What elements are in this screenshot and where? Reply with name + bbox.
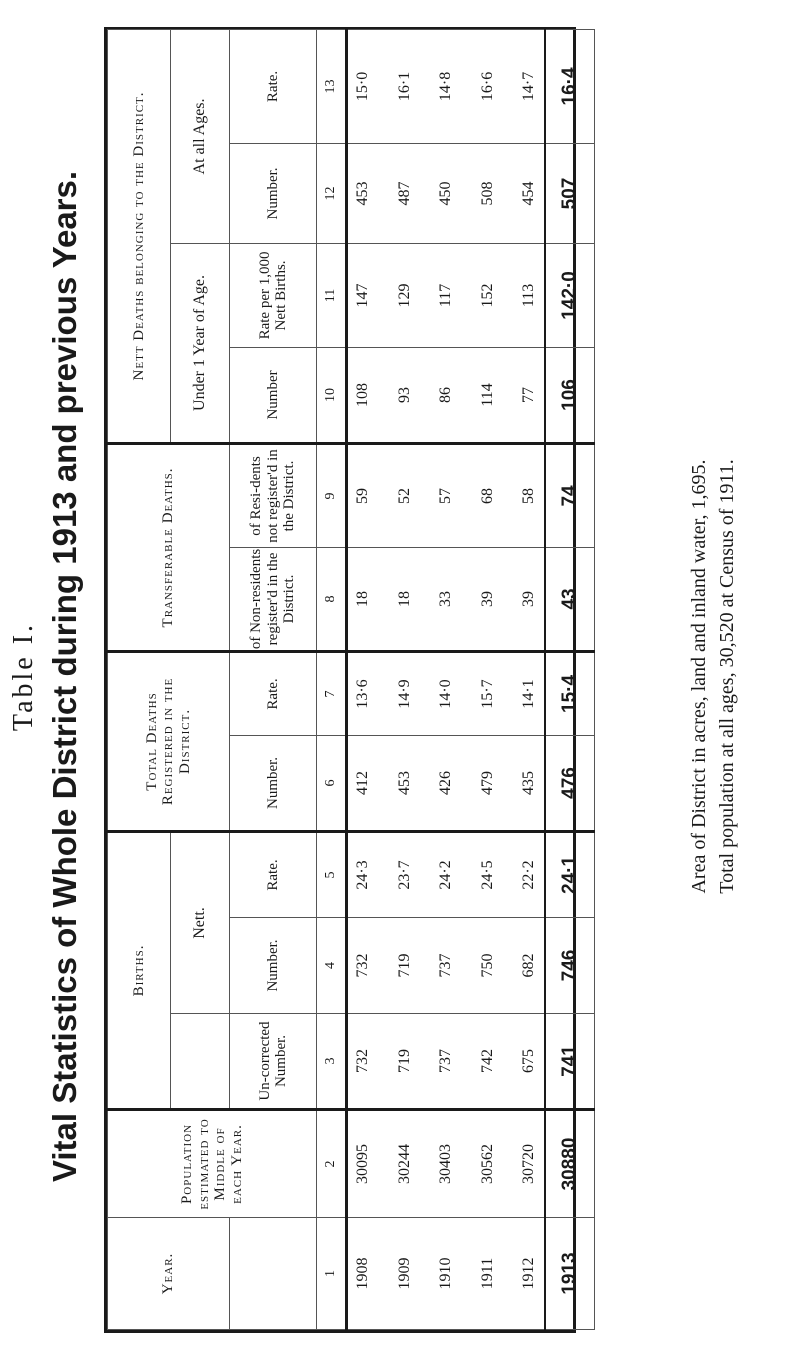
cell-value: 1911	[478, 1257, 496, 1290]
cell-value: 93	[395, 386, 413, 403]
cell-value: 30244	[395, 1144, 413, 1184]
cell-value: 675	[520, 1049, 538, 1073]
cell-value: 18	[395, 590, 413, 607]
cell-value: 23·7	[395, 860, 413, 890]
cell-value: 750	[478, 953, 496, 978]
header-death-rate: Rate.	[230, 651, 317, 735]
cell-value: 77	[520, 386, 538, 403]
cell-value: 453	[354, 181, 371, 206]
total-all-rate: 16·4	[545, 29, 595, 143]
column-number: 12	[317, 143, 347, 243]
cell-value: 1909	[395, 1257, 413, 1290]
cell-value: 412	[354, 770, 371, 795]
table-label: Table I.	[8, 621, 39, 732]
cell-value: 30720	[520, 1144, 538, 1184]
cell-value: 24·3	[354, 860, 371, 890]
header-year: Year.	[108, 1218, 230, 1330]
cell-value: 14·0	[437, 679, 455, 709]
total-non-residents: 43	[545, 547, 595, 651]
header-births: Births.	[108, 831, 171, 1109]
header-nett: Nett.	[171, 831, 230, 1013]
cell-value: 86	[437, 386, 455, 403]
column-number: 2	[317, 1110, 347, 1218]
cell-value: 30403	[437, 1144, 455, 1184]
cell-value: 732	[354, 1049, 371, 1073]
footnote-area: Area of District in acres, land and inland water, 1,695.	[688, 459, 710, 894]
column-number: 10	[317, 347, 347, 443]
cell-value: 14·8	[437, 71, 455, 102]
cell-value: 1908	[354, 1257, 371, 1290]
cell-value: 426	[437, 770, 455, 795]
population-column	[347, 1110, 546, 1218]
cell-value: 742	[478, 1049, 496, 1073]
total-all-number: 507	[545, 143, 595, 243]
cell-value: 113	[520, 283, 538, 308]
header-uncorrected: Un-corrected Number.	[230, 1014, 317, 1110]
total-residents: 74	[545, 443, 595, 547]
header-year-blank	[230, 1218, 317, 1330]
cell-value: 14·9	[395, 679, 413, 709]
cell-value: 57	[437, 487, 455, 504]
column-number: 3	[317, 1014, 347, 1110]
cell-value: 15·0	[354, 71, 371, 102]
cell-value: 22·2	[520, 860, 538, 890]
header-death-number: Number.	[230, 735, 317, 831]
header-blank	[171, 1014, 230, 1110]
total-year: 1913	[545, 1218, 595, 1330]
header-non-residents: of Non-residents register'd in the District.	[230, 547, 317, 651]
cell-value: 129	[395, 283, 413, 308]
all-rate-column	[347, 29, 546, 143]
cell-value: 68	[478, 487, 496, 504]
column-number: 1	[317, 1218, 347, 1330]
total-uncorrected: 741	[545, 1014, 595, 1110]
all-number-column	[347, 143, 546, 243]
cell-value: 30095	[354, 1144, 371, 1184]
page-title: Vital Statistics of Whole District during 1913 and previous Years.	[46, 170, 83, 1183]
cell-value: 114	[478, 383, 496, 407]
total-birth-number: 746	[545, 918, 595, 1014]
cell-value: 24·2	[437, 860, 455, 890]
total-death-rate: 15·4	[545, 651, 595, 735]
column-number: 11	[317, 243, 347, 347]
uncorrected-column	[347, 1014, 546, 1110]
cell-value: 15·7	[478, 679, 496, 709]
total-infant-rate: 142·0	[545, 243, 595, 347]
header-all-rate: Rate.	[230, 29, 317, 143]
cell-value: 682	[520, 953, 538, 978]
non-residents-column	[347, 547, 546, 651]
column-number: 4	[317, 918, 347, 1014]
cell-value: 152	[478, 283, 496, 308]
cell-value: 479	[478, 770, 496, 795]
column-number: 7	[317, 651, 347, 735]
header-population: Population estimated to Middle of each Year.	[108, 1110, 317, 1218]
header-infant-number: Number	[230, 347, 317, 443]
footnote-population: Total population at all ages, 30,520 at Census of 1911.	[716, 459, 738, 894]
total-infant-number: 106	[545, 347, 595, 443]
cell-value: 450	[437, 181, 455, 206]
cell-value: 14·7	[520, 71, 538, 102]
cell-value: 719	[395, 1049, 413, 1073]
cell-value: 18	[354, 590, 371, 607]
header-transferable-deaths: Transferable Deaths.	[108, 443, 230, 651]
year-column	[347, 1218, 546, 1330]
total-birth-rate: 24·1	[545, 831, 595, 917]
birth-rate-column	[347, 831, 546, 917]
cell-value: 487	[395, 181, 413, 206]
cell-value: 39	[520, 590, 538, 607]
header-all-number: Number.	[230, 143, 317, 243]
birth-number-column	[347, 918, 546, 1014]
header-under-1-year: Under 1 Year of Age.	[171, 243, 230, 443]
cell-value: 52	[395, 487, 413, 504]
cell-value: 435	[520, 770, 538, 795]
cell-value: 108	[354, 382, 371, 407]
yearly-rows	[347, 29, 546, 1329]
cell-value: 147	[354, 283, 371, 308]
infant-number-column	[347, 347, 546, 443]
death-rate-column	[347, 651, 546, 735]
cell-value: 58	[520, 487, 538, 504]
cell-value: 1910	[437, 1257, 455, 1290]
total-population: 30880	[545, 1110, 595, 1218]
cell-value: 508	[478, 181, 496, 206]
header-birth-number: Number.	[230, 918, 317, 1014]
death-number-column	[347, 735, 546, 831]
cell-value: 13·6	[354, 679, 371, 709]
column-number: 6	[317, 735, 347, 831]
cell-value: 732	[354, 953, 371, 978]
cell-value: 737	[437, 1049, 455, 1073]
cell-value: 453	[395, 770, 413, 795]
header-infant-rate: Rate per 1,000 Nett Births.	[230, 243, 317, 347]
header-total-deaths: Total Deaths Registered in the District.	[108, 651, 230, 831]
column-number: 13	[317, 29, 347, 143]
column-number: 8	[317, 547, 347, 651]
cell-value: 39	[478, 590, 496, 607]
cell-value: 719	[395, 953, 413, 978]
column-number: 9	[317, 443, 347, 547]
total-row-1913	[545, 29, 595, 1329]
header-nett-deaths: Nett Deaths belonging to the District.	[108, 29, 171, 443]
vital-statistics-table	[107, 29, 595, 1330]
cell-value: 14·1	[520, 679, 538, 709]
cell-value: 59	[354, 487, 371, 504]
header-residents: of Resi-dents not register'd in the District.	[230, 443, 317, 547]
residents-column	[347, 443, 546, 547]
total-death-number: 476	[545, 735, 595, 831]
cell-value: 16·1	[395, 71, 413, 102]
cell-value: 117	[437, 283, 455, 308]
cell-value: 33	[437, 590, 455, 607]
cell-value: 24·5	[478, 860, 496, 890]
column-number: 5	[317, 831, 347, 917]
cell-value: 454	[520, 181, 538, 206]
cell-value: 737	[437, 953, 455, 978]
cell-value: 30562	[478, 1144, 496, 1184]
cell-value: 1912	[520, 1257, 538, 1290]
cell-value: 16·6	[478, 71, 496, 102]
header-birth-rate: Rate.	[230, 831, 317, 917]
header-all-ages: At all Ages.	[171, 29, 230, 243]
infant-rate-column	[347, 243, 546, 347]
